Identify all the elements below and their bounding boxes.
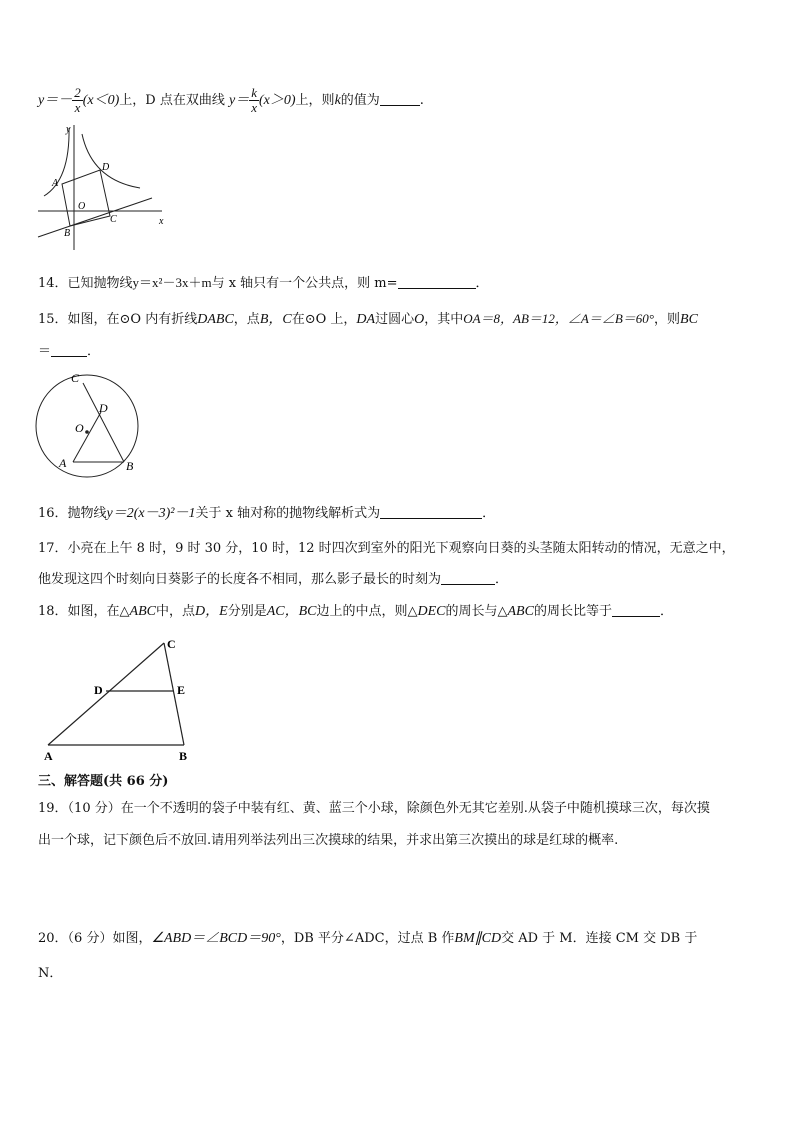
section-title: 三、解答题(共 66 分) — [38, 774, 169, 789]
q18-line: 18．如图，在△ABC中，点D，E分别是AC，BC边上的中点，则△DEC的周长与△ABC的周长比等于 ． — [38, 604, 673, 619]
answer-blank — [380, 105, 420, 106]
fig15-label-a: A — [59, 456, 67, 470]
q20-line2: N． — [38, 966, 63, 981]
fig18-label-e: E — [177, 683, 186, 697]
fig18-label-b: B — [179, 749, 188, 763]
q13-fraction-2: $\frac{k}{x}$ — [251, 85, 257, 115]
graph-label-o: O — [78, 201, 86, 212]
answer-blank — [51, 356, 87, 357]
graph-label-a: A — [52, 178, 59, 189]
q14-line: 14．已知抛物线y＝x²－3x＋m与 x 轴只有一个公共点，则 m= ． — [38, 275, 489, 291]
q19-line2: 出一个球，记下颜色后不放回.请用列举法列出三次摸球的结果，并求出第三次摸出的球是红球的概率. — [38, 833, 619, 848]
q13-line: y＝－ $\frac{2}{x}$ (x＜0)上，D 点在双曲线 y＝ $\frac{k}{x}$ (x＞0)上，则k的值为 . — [38, 85, 424, 115]
q15-line2: ＝ ． — [38, 344, 101, 359]
graph-label-x: x — [159, 216, 164, 227]
fig15-label-d: D — [99, 401, 108, 415]
q13-y-eq-2: y＝ — [228, 93, 250, 108]
fig15-label-o: O — [75, 421, 84, 435]
graph-label-y: y — [66, 124, 71, 135]
fig15-label-c: C — [71, 371, 80, 385]
q17-line2: 他发现这四个时刻向日葵影子的长度各不相同，那么影子最长的时刻为 ． — [38, 572, 509, 587]
answer-blank — [612, 616, 660, 617]
fig18-label-c: C — [167, 637, 176, 651]
graph-label-c: C — [110, 214, 117, 225]
fig15-label-b: B — [126, 459, 134, 473]
q16-line: 16．抛物线y＝2(x－3)²－1关于 x 轴对称的抛物线解析式为 ． — [38, 506, 496, 521]
q13-y-eq-1: y＝－ — [38, 93, 73, 108]
q18-triangle-figure — [38, 636, 208, 766]
fig18-label-d: D — [94, 683, 103, 697]
fig18-label-a: A — [44, 749, 53, 763]
answer-blank — [398, 288, 476, 289]
answer-blank — [441, 584, 495, 585]
q20-line1: 20．（6 分）如图，∠ABD＝∠BCD＝90°，DB 平分∠ADC，过点 B 作BM∥CD交 AD 于 M．连接 CM 交 DB 于 — [38, 931, 698, 946]
q15-circle-figure — [35, 370, 150, 480]
graph-label-b: B — [64, 228, 71, 239]
q15-line1: 15．如图，在⊙O 内有折线DABC，点B，C在⊙O 上，DA过圆心O，其中OA＝8，AB＝12，∠A＝∠B＝60°，则BC — [38, 311, 698, 327]
q13-hyperbola-graph — [30, 120, 170, 255]
graph-label-d: D — [102, 162, 110, 173]
q19-line1: 19．（10 分）在一个不透明的袋子中装有红、黄、蓝三个小球，除颜色外无其它差别.从袋子中随机摸球三次，每次摸 — [38, 801, 710, 816]
q13-fraction-1: $\frac{2}{x}$ — [74, 85, 81, 115]
q17-line1: 17．小亮在上午 8 时，9 时 30 分，10 时，12 时四次到室外的阳光下观察向日葵的头茎随太阳转动的情况，无意之中， — [38, 541, 735, 556]
answer-blank — [380, 518, 482, 519]
